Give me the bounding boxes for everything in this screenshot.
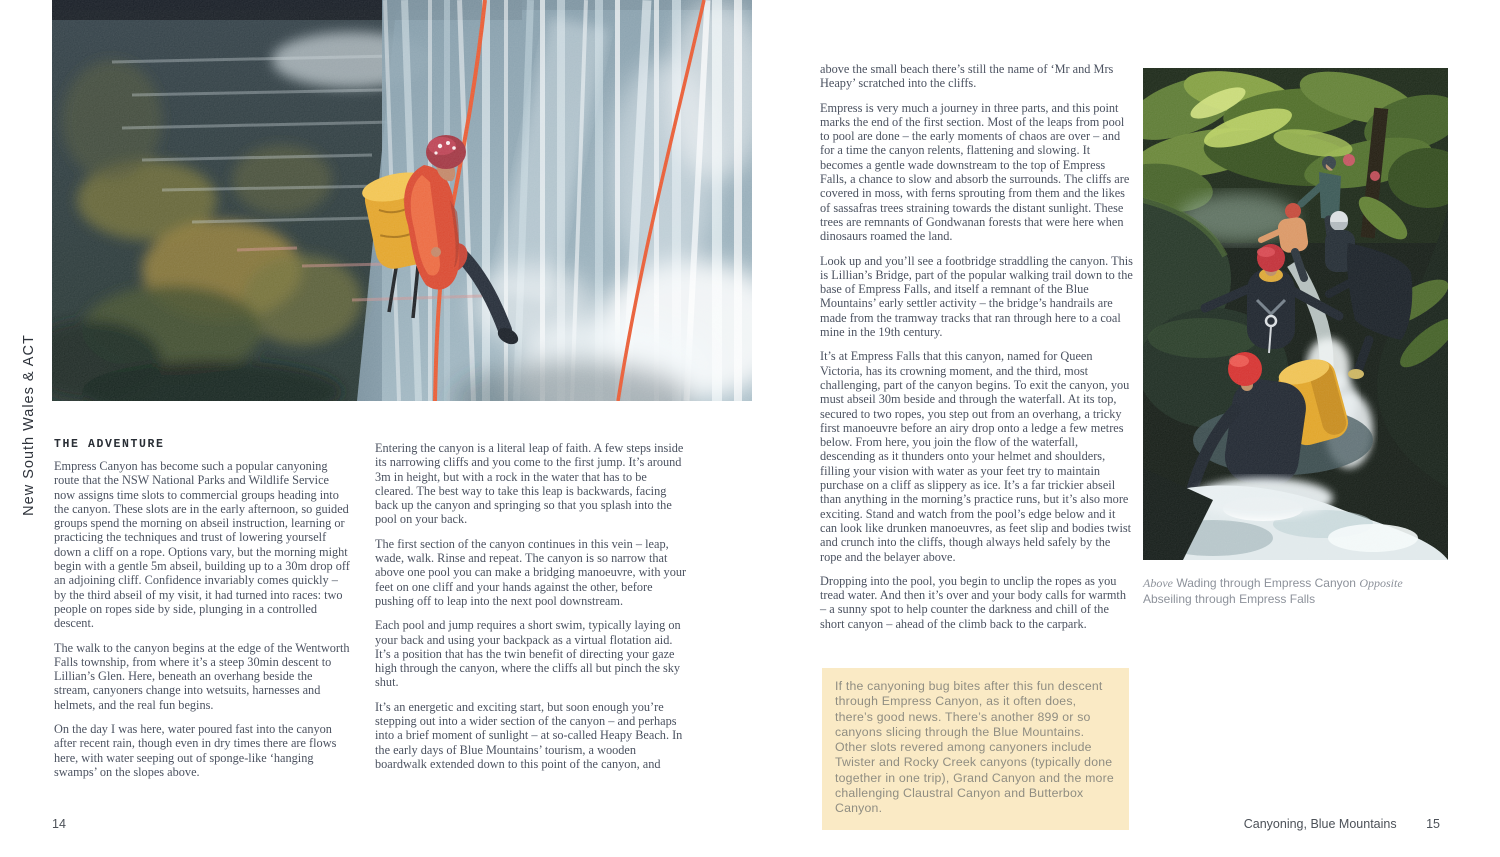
- chapter-sidebar-label: New South Wales & ACT: [21, 334, 37, 516]
- canyon-photo-illustration: [1143, 68, 1448, 560]
- footer-right: [1244, 817, 1440, 831]
- page-number-right: 15: [1426, 817, 1440, 831]
- paragraph: Empress Canyon has become such a popular canyoning route that the NSW National Parks and Wildlife Service now assigns time slots to commercial groups heading into the canyon. These slots are in the early afternoon, so guided groups spend the morning on abseil instruction, learning or practicing the techniques and trust of lowering yourself down a cliff on a rope. Options vary, but the morning might begin with a gentle 5m abseil, building up to a 30m drop off an adjoining cliff. Confidence invariably comes quickly – by the third abseil of my visit, it had turned into races: two people on ropes side by side, plunging in a controlled descent.: [54, 459, 350, 631]
- paragraph: The walk to the canyon begins at the edge of the Wentworth Falls township, from where it’s a steep 30min descent to Lillian’s Glen. Here, beneath an overhang beside the stream, canyoners change into wetsuits, harnesses and helmets, and the real fun begins.: [54, 640, 350, 712]
- left-photo-abseiling-waterfall: [52, 0, 752, 401]
- paragraph: It’s an energetic and exciting start, but soon enough you’re stepping out into a wider section of the canyon – and perhaps into a brief moment of sunlight – at so-called Heapy Beach. In the early days of Blue Mountains’ tourism, a wooden boardwalk extended down to this point of the canyon, and: [375, 699, 683, 771]
- paragraph: Look up and you’ll see a footbridge straddling the canyon. This is Lillian’s Bridge, part of the popular walking trail down to the base of Empress Falls, and itself a remnant of the Blue Mountains’ early settler activity – the bridge’s handrails are made from the tramway tracks that ran through here to a coal mine in the 19th century.: [820, 253, 1133, 340]
- left-page-column-1: [54, 459, 350, 789]
- paragraph: Empress is very much a journey in three parts, and this point marks the end of the first section. Most of the leaps from pool to pool are done – the early moments of chaos are over – and for a time the canyon relents, flattening and slowing. It becomes a gentle wade downstream to the top of Empress Falls, a chance to slow and absorb the surrounds. The cliffs are covered in moss, with ferns sprouting from them and the likes of sassafras trees straining towards the distant sunlight. These trees are remnants of Gondwanan forests that were here when dinosaurs roamed the land.: [820, 100, 1130, 244]
- waterfall-photo-illustration: [52, 0, 752, 401]
- section-heading: THE ADVENTURE: [54, 438, 165, 451]
- right-page-column: [820, 62, 1133, 641]
- callout-box: If the canyoning bug bites after this fun descent through Empress Canyon, as it often does, there’s good news. There’s another 899 or so canyons slicing through the Blue Mountains. Other slots revered among canyoners include Twister and Rocky Creek canyons (typically done together in one trip), Grand Canyon and the more challenging Claustral Canyon and Butterbox Canyon.: [822, 668, 1129, 830]
- paragraph: The first section of the canyon continues in this vein – leap, wade, walk. Rinse and repeat. The canyon is so narrow that above one pool you can make a bridging manoeuvre, with your feet on one cliff and your hands against the other, before pushing off to leap into the next pool downstream.: [375, 536, 687, 608]
- page-number-left: 14: [52, 817, 66, 831]
- caption-above-text: Wading through Empress Canyon: [1172, 576, 1360, 590]
- paragraph: On the day I was here, water poured fast into the canyon after recent rain, though even in dry times there are flows here, with water seeping out of sponge-like ‘hanging swamps’ on the slopes above.: [54, 722, 337, 779]
- caption-opposite-text: Abseiling through Empress Falls: [1143, 591, 1316, 606]
- left-page-column-2: [375, 441, 688, 781]
- paragraph: Entering the canyon is a literal leap of faith. A few steps inside its narrowing cliffs and you come to the first jump. It’s around 3m in height, but with a rock in the water that has to be cleared. The best way to take this leap is backwards, facing back up the canyon and springing so that you splash into the pool on your back.: [375, 441, 684, 527]
- right-photo-canyon-wading: [1143, 68, 1448, 560]
- caption-opposite-label: Opposite: [1359, 576, 1403, 590]
- paragraph: It’s at Empress Falls that this canyon, named for Queen Victoria, has its crowning moment, and the third, most challenging, part of the canyon begins. To exit the canyon, you must abseil 30m beside and through the waterfall. At its top, secured to two ropes, you step out from an overhang, a tricky first manoeuvre before an airy drop onto a ledge a few metres below. From here, you join the flow of the waterfall, descending as it thunders onto your helmet and shoulders, filling your vision with water as your feet try to maintain purchase on a cliff as slippery as ice. It’s a far trickier abseil than anything in the morning’s practice runs, but it’s also more exciting. Stand and watch from the pool’s edge below and it can look like drunken manoeuvres, as feet slip and bodies twist and crunch into the cliffs, though always held safely by the rope and the belayer above.: [820, 349, 1132, 564]
- footer-section-title: Canyoning, Blue Mountains: [1243, 817, 1397, 831]
- caption-above-label: Above: [1143, 576, 1173, 590]
- paragraph: above the small beach there’s still the name of ‘Mr and Mrs Heapy’ scratched into the cliffs.: [820, 62, 1114, 91]
- paragraph: Each pool and jump requires a short swim, typically laying on your back and using your backpack as a virtual flotation aid. It’s a position that has the twin benefit of directing your gaze high through the canyon, where the cliffs all but pinch the sky shut.: [375, 618, 681, 690]
- photo-caption: [1143, 576, 1453, 607]
- paragraph: Dropping into the pool, you begin to unclip the ropes as you tread water. And then it’s over and your body calls for warmth – a sunny spot to help counter the darkness and chill of the short canyon – ahead of the climb back to the carpark.: [820, 573, 1126, 631]
